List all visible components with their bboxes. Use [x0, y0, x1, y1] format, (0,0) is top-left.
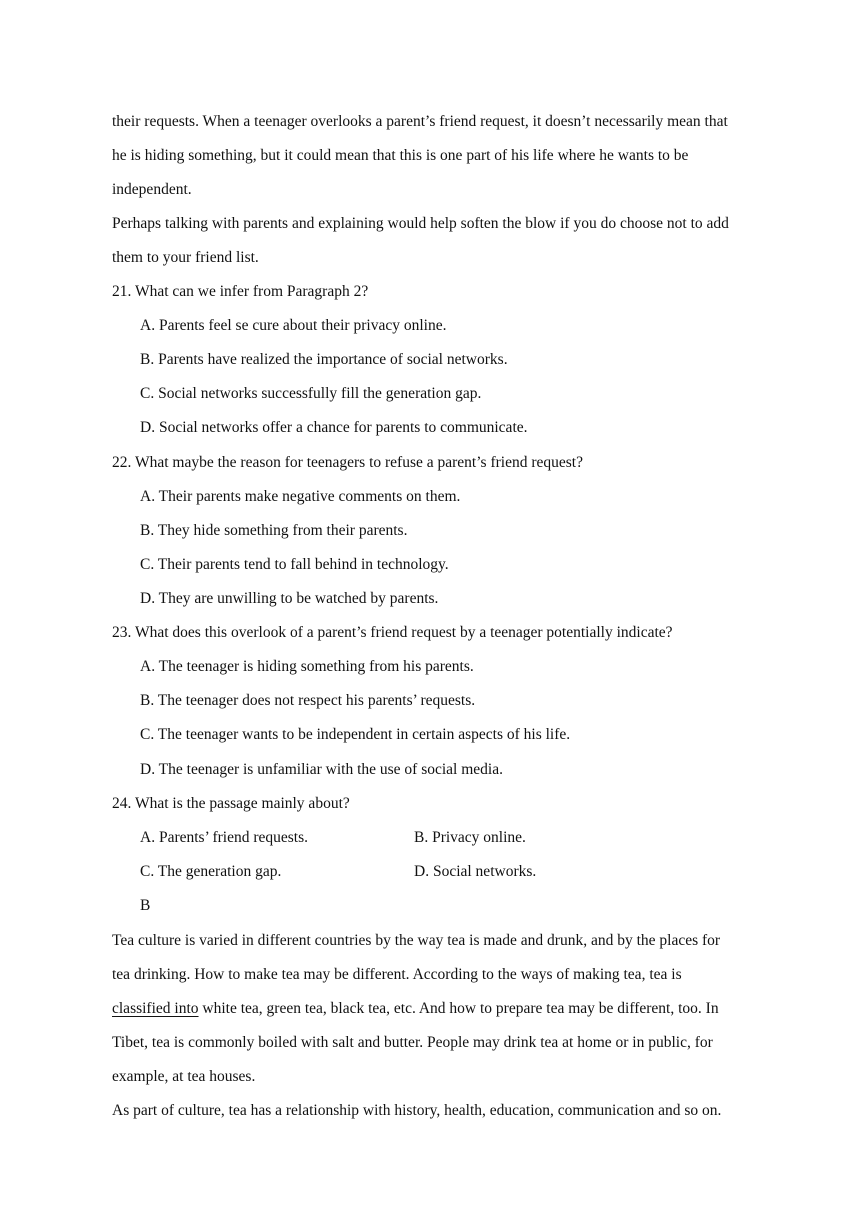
question-22-stem: 22. What maybe the reason for teenagers to refuse a parent’s friend request? [112, 454, 583, 471]
question-22-option-d: D. They are unwilling to be watched by parents. [140, 590, 439, 607]
passage-line: them to your friend list. [112, 249, 259, 266]
passage-b-line-rest: white tea, green tea, black tea, etc. And how to prepare tea may be different, too. In [198, 1000, 719, 1017]
question-24-option-b: B. Privacy online. [414, 829, 526, 846]
question-24-option-a: A. Parents’ friend requests. [140, 829, 309, 846]
question-23-option-c: C. The teenager wants to be independent in certain aspects of his life. [140, 726, 571, 743]
question-23-stem: 23. What does this overlook of a parent’s friend request by a teenager potentially indicate? [112, 624, 673, 641]
passage-b-line: Tibet, tea is commonly boiled with salt and butter. People may drink tea at home or in public, for [112, 1034, 713, 1051]
question-24-option-c: C. The generation gap. [140, 863, 282, 880]
question-22-option-a: A. Their parents make negative comments on them. [140, 488, 461, 505]
passage-line: Perhaps talking with parents and explaining would help soften the blow if you do choose not to add [112, 215, 729, 232]
question-21-option-b: B. Parents have realized the importance of social networks. [140, 351, 508, 368]
question-22-option-c: C. Their parents tend to fall behind in technology. [140, 556, 449, 573]
passage-b-line [112, 999, 719, 1019]
underlined-phrase: classified into [112, 1000, 199, 1017]
question-23-option-b: B. The teenager does not respect his parents’ requests. [140, 692, 476, 709]
passage-b-line: tea drinking. How to make tea may be different. According to the ways of making tea, tea is [112, 966, 682, 983]
question-21-stem: 21. What can we infer from Paragraph 2? [112, 283, 369, 300]
question-21-option-a: A. Parents feel se cure about their privacy online. [140, 317, 447, 334]
passage-b-line: As part of culture, tea has a relationship with history, health, education, communication and so on. [112, 1102, 722, 1119]
passage-line: their requests. When a teenager overlooks a parent’s friend request, it doesn’t necessarily mean that [112, 113, 728, 130]
question-21-option-c: C. Social networks successfully fill the generation gap. [140, 385, 482, 402]
question-21-option-d: D. Social networks offer a chance for parents to communicate. [140, 419, 528, 436]
passage-line: he is hiding something, but it could mean that this is one part of his life where he wants to be [112, 147, 689, 164]
passage-b-line: Tea culture is varied in different countries by the way tea is made and drunk, and by the places for [112, 932, 721, 949]
question-23-option-a: A. The teenager is hiding something from his parents. [140, 658, 474, 675]
question-24-option-d: D. Social networks. [414, 863, 537, 880]
passage-b-line: example, at tea houses. [112, 1068, 256, 1085]
section-b-label: B [140, 897, 151, 914]
question-22-option-b: B. They hide something from their parents. [140, 522, 408, 539]
question-24-stem: 24. What is the passage mainly about? [112, 795, 350, 812]
passage-line: independent. [112, 181, 192, 198]
question-23-option-d: D. The teenager is unfamiliar with the use of social media. [140, 761, 503, 778]
